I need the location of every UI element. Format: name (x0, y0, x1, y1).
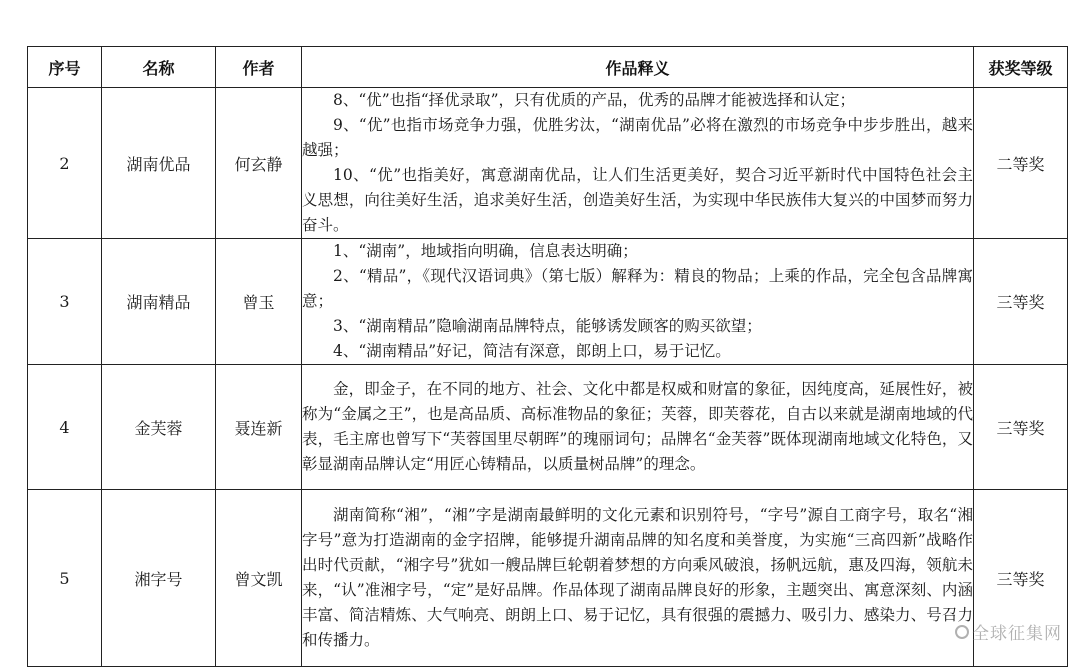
header-index: 序号 (28, 47, 102, 88)
cell-award: 三等奖 (974, 239, 1068, 365)
cell-award: 二等奖 (974, 88, 1068, 239)
header-author: 作者 (216, 47, 302, 88)
cell-author: 曾玉 (216, 239, 302, 365)
cell-index: 5 (28, 490, 102, 667)
cell-meaning (302, 88, 974, 239)
cell-meaning (302, 239, 974, 365)
cell-award: 三等奖 (974, 365, 1068, 490)
table-header-row (28, 47, 1068, 88)
table-row (28, 239, 1068, 365)
meaning-paragraph: 湖南简称“湘”，“湘”字是湖南最鲜明的文化元素和识别符号，“字号”源自工商字号，取名“湘字号”意为打造湖南的金字招牌，能够提升湖南品牌的知名度和美誉度，为实施“三高四新”战略作出时代贡献，“湘字号”犹如一艘品牌巨轮朝着梦想的方向乘风破浪，扬帆远航，惠及四海，领航未来，“认”准湘字号，“定”是好品牌。作品体现了湖南品牌良好的形象，主题突出、寓意深刻、内涵丰富、简洁精炼、大气响亮、朗朗上口、易于记忆，具有很强的震撼力、吸引力、感染力、号召力和传播力。 (302, 506, 973, 649)
cell-author: 何玄静 (216, 88, 302, 239)
cell-author: 曾文凯 (216, 490, 302, 667)
cell-award: 三等奖 (974, 490, 1068, 667)
table-row (28, 490, 1068, 667)
cell-name: 湘字号 (102, 490, 216, 667)
meaning-paragraph: 1、“湖南”，地域指向明确，信息表达明确； (333, 242, 638, 260)
cell-name: 湖南优品 (102, 88, 216, 239)
awards-table (27, 46, 1068, 667)
cell-name: 湖南精品 (102, 239, 216, 365)
cell-author: 聂连新 (216, 365, 302, 490)
table-row (28, 365, 1068, 490)
header-name: 名称 (102, 47, 216, 88)
meaning-paragraph: 2、“精品”，《现代汉语词典》（第七版）解释为：精良的物品；上乘的作品，完全包含品牌寓意； (302, 267, 973, 310)
meaning-paragraph: 10、“优”也指美好，寓意湖南优品，让人们生活更美好，契合习近平新时代中国特色社会主义思想，向往美好生活，追求美好生活，创造美好生活，为实现中华民族伟大复兴的中国梦而努力奋斗。 (302, 166, 973, 234)
watermark (955, 619, 1062, 644)
meaning-paragraph: 3、“湖南精品”隐喻湖南品牌特点，能够诱发顾客的购买欲望； (333, 317, 762, 335)
cell-index: 3 (28, 239, 102, 365)
watermark-text: 全球征集网 (972, 624, 1062, 644)
header-meaning: 作品释义 (302, 47, 974, 88)
cell-meaning (302, 490, 974, 667)
cell-name: 金芙蓉 (102, 365, 216, 490)
meaning-paragraph: 8、“优”也指“择优录取”，只有优质的产品，优秀的品牌才能被选择和认定； (333, 91, 856, 109)
meaning-paragraph: 金，即金子，在不同的地方、社会、文化中都是权威和财富的象征，因纯度高，延展性好，被称为“金属之王”，也是高品质、高标准物品的象征；芙蓉，即芙蓉花，自古以来就是湖南地域的代表，毛主席也曾写下“芙蓉国里尽朝晖”的瑰丽词句；品牌名“金芙蓉”既体现湖南地域文化特色，又彰显湖南品牌认定“用匠心铸精品，以质量树品牌”的理念。 (302, 380, 973, 473)
meaning-paragraph: 9、“优”也指市场竞争力强，优胜劣汰，“湖南优品”必将在激烈的市场竞争中步步胜出，越来越强； (302, 116, 973, 159)
circle-logo-icon (955, 625, 969, 639)
cell-index: 2 (28, 88, 102, 239)
meaning-paragraph: 4、“湖南精品”好记，简洁有深意，郎朗上口，易于记忆。 (333, 342, 731, 360)
cell-index: 4 (28, 365, 102, 490)
table-row (28, 88, 1068, 239)
cell-meaning (302, 365, 974, 490)
header-award: 获奖等级 (974, 47, 1068, 88)
